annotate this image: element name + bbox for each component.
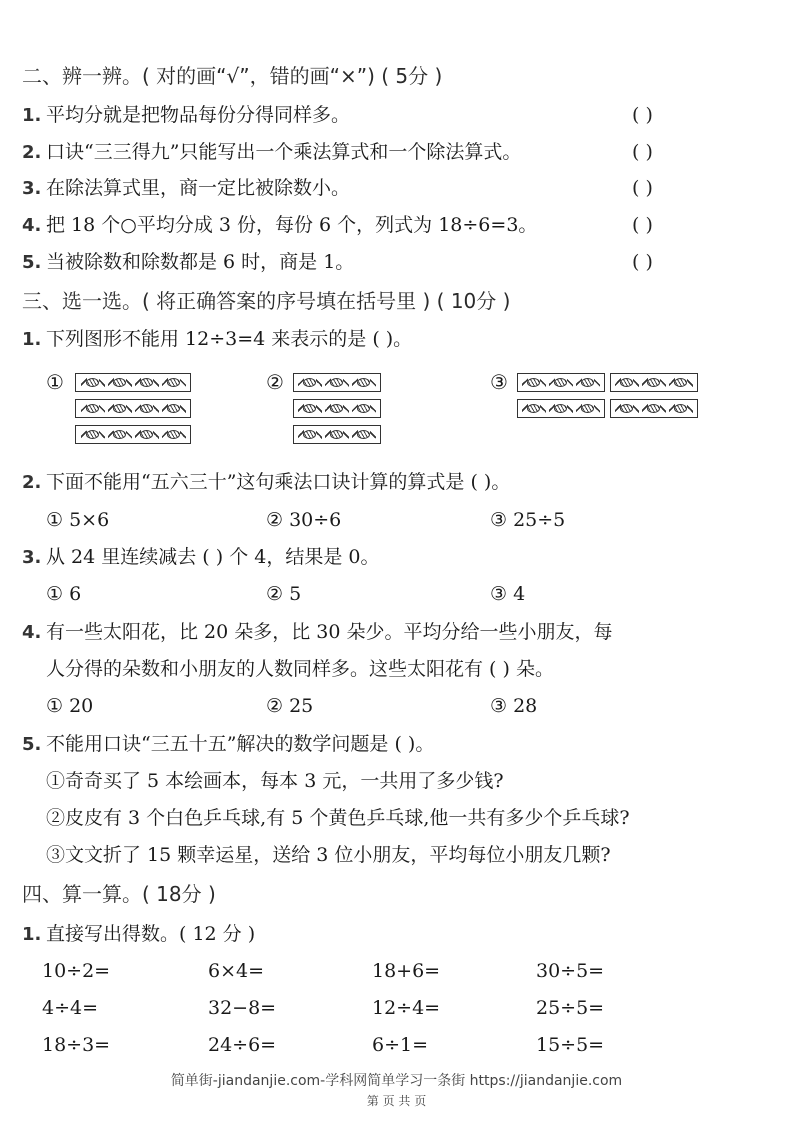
item-number: 3. (22, 547, 42, 568)
item-number: 3. (22, 178, 42, 199)
item-number: 1. (22, 924, 42, 945)
candy-icon (162, 377, 186, 388)
item-text: 有一些太阳花，比 20 朵多，比 30 朵少。平均分给一些小朋友，每 (46, 621, 613, 643)
answer-paren[interactable]: ( ) (632, 104, 653, 126)
item-text: 平均分就是把物品每份分得同样多。 (46, 104, 351, 126)
candy-icon (549, 377, 573, 388)
candy-icon (162, 429, 186, 440)
calc-problem: 18÷3= (42, 1034, 111, 1056)
candy-group (517, 373, 605, 392)
candy-group (75, 425, 191, 444)
candy-icon (576, 403, 600, 414)
candy-icon (298, 429, 322, 440)
candy-group (610, 399, 698, 418)
item-text: 从 24 里连续减去 ( ) 个 4，结果是 0。 (46, 546, 380, 568)
calc-problem: 6×4= (208, 960, 265, 982)
candy-group (75, 373, 191, 392)
q4-option-1: ① 20 (46, 695, 94, 717)
calc-problem: 6÷1= (372, 1034, 429, 1056)
candy-group (517, 399, 605, 418)
candy-icon (81, 377, 105, 388)
q5-option-1: ①奇奇买了 5 本绘画本，每本 3 元，一共用了多少钱? (46, 770, 504, 792)
item-number: 2. (22, 142, 42, 163)
item-number: 4. (22, 622, 42, 643)
item-number: 5. (22, 734, 42, 755)
q5-option-2: ②皮皮有 3 个白色乒乓球,有 5 个黄色乒乓球,他一共有多少个乒乓球? (46, 807, 630, 829)
q2-option-1: ① 5×6 (46, 509, 110, 531)
item-text: 下列图形不能用 12÷3=4 来表示的是 ( )。 (46, 328, 413, 350)
calc-problem: 24÷6= (208, 1034, 277, 1056)
judge-item-5 (22, 250, 354, 275)
choice-q4-line-2: 人分得的朵数和小朋友的人数同样多。这些太阳花有 ( ) 朵。 (46, 658, 554, 680)
figure-option-2-mark: ② (266, 370, 284, 394)
candy-group (610, 373, 698, 392)
item-text: 当被除数和除数都是 6 时，商是 1。 (46, 251, 355, 273)
footer-page-number: 第 页 共 页 (366, 1094, 427, 1108)
candy-icon (298, 377, 322, 388)
judge-item-1 (22, 103, 350, 128)
calc-problem: 30÷5= (536, 960, 605, 982)
candy-icon (325, 377, 349, 388)
candy-group (293, 373, 381, 392)
item-text: 直接写出得数。( 12 分 ) (46, 923, 256, 945)
candy-group (75, 399, 191, 418)
q4-option-2: ② 25 (266, 695, 314, 717)
candy-icon (81, 403, 105, 414)
section-4-heading: 四、算一算。( 18分 ) (22, 882, 216, 906)
candy-icon (522, 377, 546, 388)
candy-group (293, 399, 381, 418)
answer-paren[interactable]: ( ) (632, 177, 653, 199)
answer-paren[interactable]: ( ) (632, 214, 653, 236)
judge-item-2 (22, 140, 521, 165)
section-3-heading: 三、选一选。( 将正确答案的序号填在括号里 ) ( 10分 ) (22, 289, 511, 313)
answer-paren[interactable]: ( ) (632, 141, 653, 163)
answer-paren[interactable]: ( ) (632, 251, 653, 273)
candy-icon (135, 377, 159, 388)
candy-icon (325, 429, 349, 440)
item-text: 在除法算式里，商一定比被除数小。 (46, 177, 351, 199)
candy-icon (108, 377, 132, 388)
choice-q4-line-1 (22, 620, 613, 645)
choice-q2 (22, 470, 510, 495)
candy-icon (549, 403, 573, 414)
calc-subheading (22, 922, 255, 947)
candy-icon (576, 377, 600, 388)
candy-icon (81, 429, 105, 440)
candy-icon (669, 403, 693, 414)
candy-icon (108, 429, 132, 440)
item-number: 4. (22, 215, 42, 236)
q3-option-2: ② 5 (266, 583, 302, 605)
candy-icon (615, 403, 639, 414)
calc-problem: 10÷2= (42, 960, 111, 982)
choice-q5 (22, 732, 434, 757)
candy-group (293, 425, 381, 444)
judge-item-3 (22, 176, 350, 201)
footer-source: 简单街-jiandanjie.com-学科网简单学习一条街 https://jiandanjie.com (170, 1073, 623, 1089)
q2-option-3: ③ 25÷5 (490, 509, 566, 531)
candy-icon (135, 403, 159, 414)
candy-icon (669, 377, 693, 388)
candy-icon (615, 377, 639, 388)
candy-icon (352, 403, 376, 414)
section-2-heading: 二、辨一辨。( 对的画“√”，错的画“×”) ( 5分 ) (22, 64, 443, 88)
figure-option-3-mark: ③ (490, 370, 508, 394)
item-text: 下面不能用“五六三十”这句乘法口诀计算的算式是 ( )。 (46, 471, 511, 493)
item-text: 不能用口诀“三五十五”解决的数学问题是 ( )。 (46, 733, 435, 755)
figure-option-1-mark: ① (46, 370, 64, 394)
candy-icon (162, 403, 186, 414)
calc-problem: 18+6= (372, 960, 441, 982)
item-number: 2. (22, 472, 42, 493)
candy-icon (642, 403, 666, 414)
candy-icon (298, 403, 322, 414)
candy-icon (522, 403, 546, 414)
choice-q1 (22, 327, 412, 352)
candy-icon (108, 403, 132, 414)
item-text: 把 18 个○平均分成 3 份，每份 6 个，列式为 18÷6=3。 (46, 214, 538, 236)
calc-problem: 15÷5= (536, 1034, 605, 1056)
calc-problem: 25÷5= (536, 997, 605, 1019)
q3-option-1: ① 6 (46, 583, 82, 605)
item-number: 1. (22, 105, 42, 126)
candy-icon (642, 377, 666, 388)
item-number: 5. (22, 252, 42, 273)
choice-q3 (22, 545, 379, 570)
calc-problem: 4÷4= (42, 997, 99, 1019)
candy-icon (352, 377, 376, 388)
q5-option-3: ③文文折了 15 颗幸运星，送给 3 位小朋友，平均每位小朋友几颗? (46, 844, 611, 866)
item-number: 1. (22, 329, 42, 350)
judge-item-4 (22, 213, 537, 238)
calc-problem: 12÷4= (372, 997, 441, 1019)
q4-option-3: ③ 28 (490, 695, 538, 717)
q2-option-2: ② 30÷6 (266, 509, 342, 531)
candy-icon (352, 429, 376, 440)
item-text: 口诀“三三得九”只能写出一个乘法算式和一个除法算式。 (46, 141, 522, 163)
candy-icon (135, 429, 159, 440)
candy-icon (325, 403, 349, 414)
calc-problem: 32−8= (208, 997, 277, 1019)
q3-option-3: ③ 4 (490, 583, 526, 605)
